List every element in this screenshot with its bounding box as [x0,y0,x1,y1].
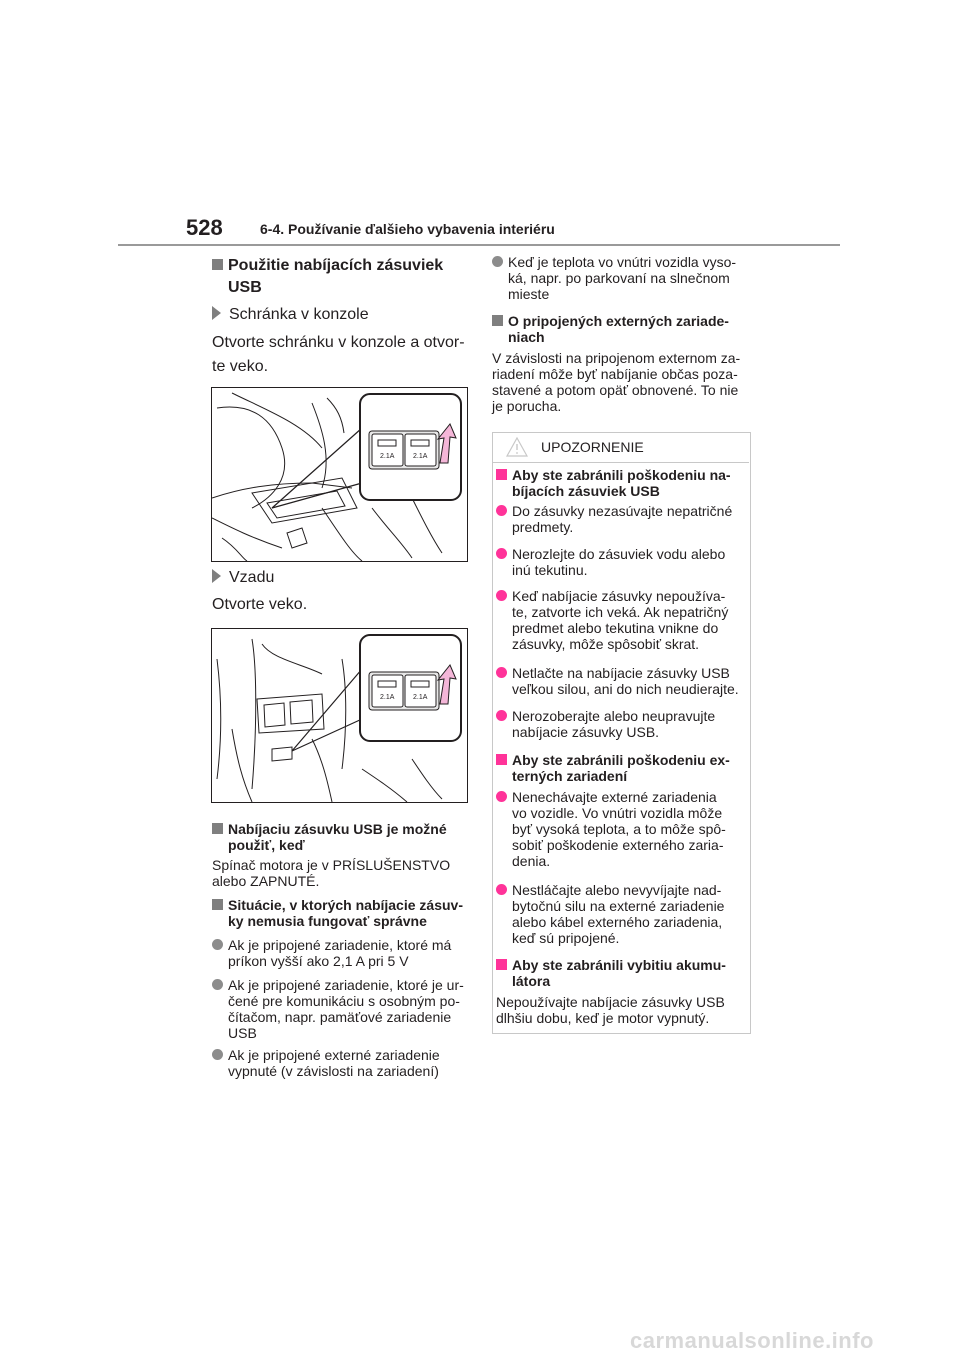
bullet-icon [212,979,223,990]
caution-item: Keď nabíjacie zásuvky nepoužíva- te, zatvorte ich veká. Ak nepatričný predmet alebo tekutina vnikne do zásuvky, môže spôsobiť skrat. [496,588,748,652]
situation-item-continued: Keď je teplota vo vnútri vozidla vyso- ká, napr. po parkovaní na slnečnom mieste [492,254,754,302]
situation-item: Ak je pripojené zariadenie, ktoré je ur- čené pre komunikáciu s osobným po- čítačom, napr. pamäťové zariadenie USB [212,977,474,1041]
warning-triangle-icon [506,437,528,457]
caution-item: Nenechávajte externé zariadenia vo vozidle. Vo vnútri vozidla môže byť vysoká teplota, a to môže spô- sobiť poškodenie externého zaria- denia. [496,789,748,869]
situation-item: Ak je pripojené externé zariadenie vypnuté (v závislosti na zariadení) [212,1047,474,1079]
triangle-marker-icon [212,569,221,583]
bullet-icon [496,667,507,678]
port-rating-label: 2.1A [380,453,395,460]
caution-section-title: Aby ste zabránili poškodeniu na- bíjacích zásuviek USB [496,467,748,499]
subheading-console: Schránka v konzole [212,303,369,327]
page-number: 528 [186,215,223,240]
caution-item: Nestláčajte alebo nevyvíjajte nad- bytočnú silu na externé zariadenie alebo kábel externého zariadenia, keď sú pripojené. [496,882,748,946]
square-marker-icon [212,899,223,910]
console-instructions: Otvorte schránku v konzole a otvor- te veko. [212,334,465,375]
caution-section-title: Aby ste zabránili vybitiu akumu- látora [496,957,748,989]
bullet-icon [496,884,507,895]
bullet-icon [496,791,507,802]
port-rating-label: 2.1A [413,453,428,460]
usable-text: Spínač motora je v PRÍSLUŠENSTVO alebo ZAPNUTÉ. [212,857,451,889]
port-rating-label: 2.1A [380,694,395,701]
external-devices-title: O pripojených externých zariade- niach [492,313,754,345]
caution-section-title: Aby ste zabránili poškodeniu ex- terných zariadení [496,752,748,784]
rear-instructions: Otvorte veko. [212,596,308,613]
port-rating-label: 2.1A [413,694,428,701]
situation-item: Ak je pripojené zariadenie, ktoré má príkon vyšší ako 2,1 A pri 5 V [212,937,474,969]
bullet-icon [496,505,507,516]
caution-text: Nepoužívajte nabíjacie zásuvky USB dlhšiu dobu, keď je motor vypnutý. [496,994,725,1026]
triangle-marker-icon [212,306,221,320]
caution-item: Nerozoberajte alebo neupravujte nabíjacie zásuvky USB. [496,708,748,740]
chapter-title: 6-4. Používanie ďalšieho vybavenia interiéru [260,221,555,237]
figure-rear-usb [211,628,468,803]
caution-header [492,432,749,463]
header-rule [118,244,840,246]
bullet-icon [492,256,503,267]
subheading-rear: Vzadu [212,566,274,590]
bullet-icon [496,548,507,559]
square-marker-icon [496,959,507,970]
bullet-icon [212,939,223,950]
bullet-icon [212,1049,223,1060]
rear-console-illustration [212,629,467,802]
watermark: carmanualsonline.info [630,1328,874,1353]
bullet-icon [496,590,507,601]
square-marker-icon [212,823,223,834]
console-illustration [212,388,467,561]
caution-item: Nerozlejte do zásuviek vodu alebo inú tekutinu. [496,546,748,578]
external-devices-text: V závislosti na pripojenom externom za- riadení môže byť nabíjanie občas poza- stavené a potom opäť obnovené. To nie je porucha. [492,350,741,414]
square-marker-icon [496,754,507,765]
square-marker-icon [212,259,223,270]
caution-item: Do zásuvky nezasúvajte nepatričné predmety. [496,503,748,535]
figure-console-usb [211,387,468,562]
bullet-icon [496,710,507,721]
square-marker-icon [496,469,507,480]
caution-heading: UPOZORNENIE [541,439,644,455]
section-title: Použitie nabíjacích zásuviek USB [212,255,443,299]
usable-title: Nabíjaciu zásuvku USB je možné použiť, keď [212,821,472,853]
caution-item: Netlačte na nabíjacie zásuvky USB veľkou silou, ani do nich neudierajte. [496,665,748,697]
square-marker-icon [492,315,503,326]
situations-title: Situácie, v ktorých nabíjacie zásuv- ky nemusia fungovať správne [212,897,472,929]
